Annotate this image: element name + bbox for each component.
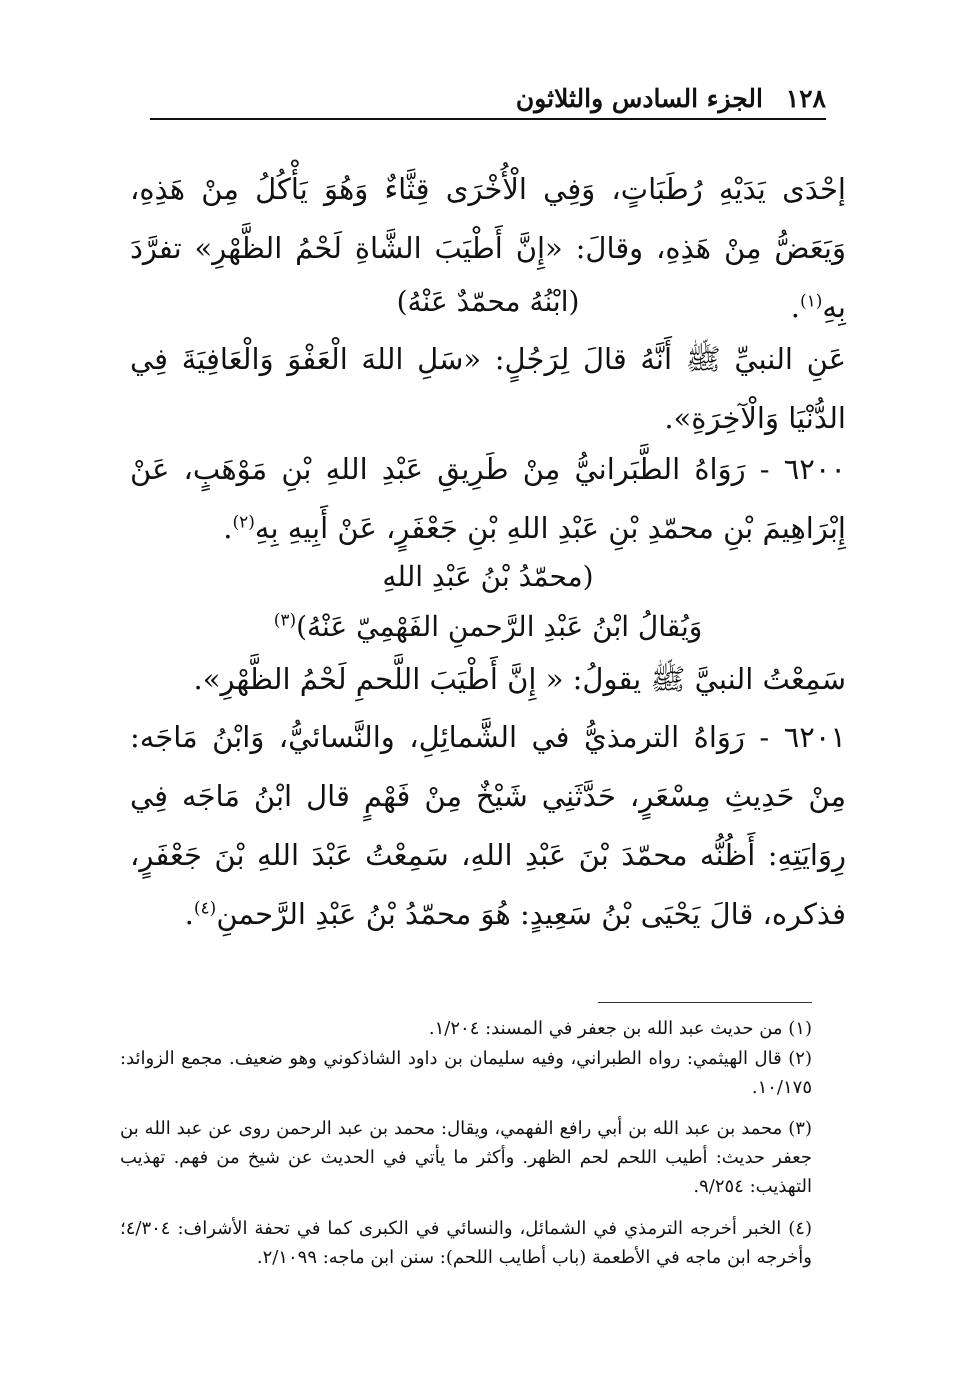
footnote-rule xyxy=(598,1002,812,1003)
section-heading: (ابْنُهُ محمّدٌ عَنْهُ) xyxy=(396,285,580,318)
footnote-ref: (٣) xyxy=(273,610,297,631)
section-heading: (محمّدُ بْنُ عَبْدِ اللهِ xyxy=(382,560,594,593)
footnote-ref: (١) xyxy=(799,291,823,312)
footnote: (٣) محمد بن عبد الله بن أبي رافع الفهمي، ويقال: محمد بن عبد الرحمن روى عن عبد الله بن جعفر حديث: أطيب اللحم لحم الظهر. وأكثر ما يأتي في الحديث عن شيخ من فهم. تهذيب التهذيب: ٩/٢٥٤. xyxy=(120,1118,812,1197)
page-number: ١٢٨ xyxy=(785,84,826,113)
paragraph-end: . xyxy=(184,897,194,931)
paragraph-end: . xyxy=(790,290,800,324)
narration-paragraph xyxy=(130,440,846,558)
section-subheading xyxy=(130,610,846,643)
header-rule xyxy=(150,118,826,120)
footnote-ref: (٤) xyxy=(193,898,217,919)
paragraph-text: إحْدَى يَدَيْهِ رُطَبَاتٍ، وَفِي الْأُخْرَى قِثَّاءٌ وَهُوَ يَأْكُلُ مِنْ هَذِهِ، وَيَعَضُّ مِنْ هَذِهِ، وقالَ: «إِنَّ أَطْيَبَ الشَّاةِ لَحْمُ الظَّهْرِ» تفرَّدَ بِهِ xyxy=(130,172,846,324)
paragraph-end: . xyxy=(223,511,233,545)
heading-text: وَيُقالُ ابْنُ عَبْدِ الرَّحمنِ الفَهْمِيّ عَنْهُ) xyxy=(296,610,703,643)
narration-paragraph xyxy=(130,708,846,944)
running-header xyxy=(126,84,826,113)
footnote-ref: (٢) xyxy=(232,512,255,533)
footnote: (٤) الخبر أخرجه الترمذي في الشمائل، والنسائي في الكبرى كما في تحفة الأشراف: ٤/٣٠٤؛ وأخرجه ابن ماجه في الأطعمة (باب أطايب اللحم): سنن ابن ماجه: ٢/١٠٩٩. xyxy=(120,1218,812,1268)
hadith-paragraph xyxy=(130,650,846,709)
paragraph-text: عَنِ النبيِّ ﷺ أَنَّهُ قالَ لِرَجُلٍ: «سَلِ اللهَ الْعَفْوَ وَالْعَافِيَةَ فِي الدُّنْيَا وَالْآخِرَةِ». xyxy=(130,342,846,435)
paragraph-text: سَمِعْتُ النبيَّ ﷺ يقولُ: « إِنَّ أَطْيَبَ اللَّحمِ لَحْمُ الظَّهْرِ». xyxy=(193,662,846,696)
paragraph-text: ٦٢٠١ - رَوَاهُ الترمذيُّ في الشَّمائِلِ، والنَّسائيُّ، وَابْنُ مَاجَه: مِنْ حَدِيثِ مِسْعَرٍ، حَدَّثَنِي شَيْخٌ مِنْ فَهْمٍ قال ابْنُ مَاجَه فِي رِوَايَتِهِ: أَظُنُّه محمّدَ بْنَ عَبْدِ اللهِ، سَمِعْتُ عَبْدَ اللهِ بْنَ جَعْفَرٍ، فذكره، قالَ يَحْيَى بْنُ سَعِيدٍ: هُوَ محمّدُ بْنُ عَبْدِ الرَّحمنِ xyxy=(130,720,846,931)
hadith-paragraph xyxy=(130,330,846,448)
running-title: الجزء السادس والثلاثون xyxy=(515,84,763,113)
paragraph-text: ٦٢٠٠ - رَوَاهُ الطَّبَرانيُّ مِنْ طَرِيقِ عَبْدِ اللهِ بْنِ مَوْهَبٍ، عَنْ إِبْرَاهِيمَ بْنِ محمّدِ بْنِ عَبْدِ اللهِ بْنِ جَعْفَرٍ، عَنْ أَبِيهِ بِهِ xyxy=(130,452,846,545)
footnote: (١) من حديث عبد الله بن جعفر في المسند: ١/٢٠٤. xyxy=(428,1018,812,1039)
footnote: (٢) قال الهيثمي: رواه الطبراني، وفيه سليمان بن داود الشاذكوني وهو ضعيف. مجمع الزوائد: ١٠/١٧٥. xyxy=(120,1048,812,1098)
